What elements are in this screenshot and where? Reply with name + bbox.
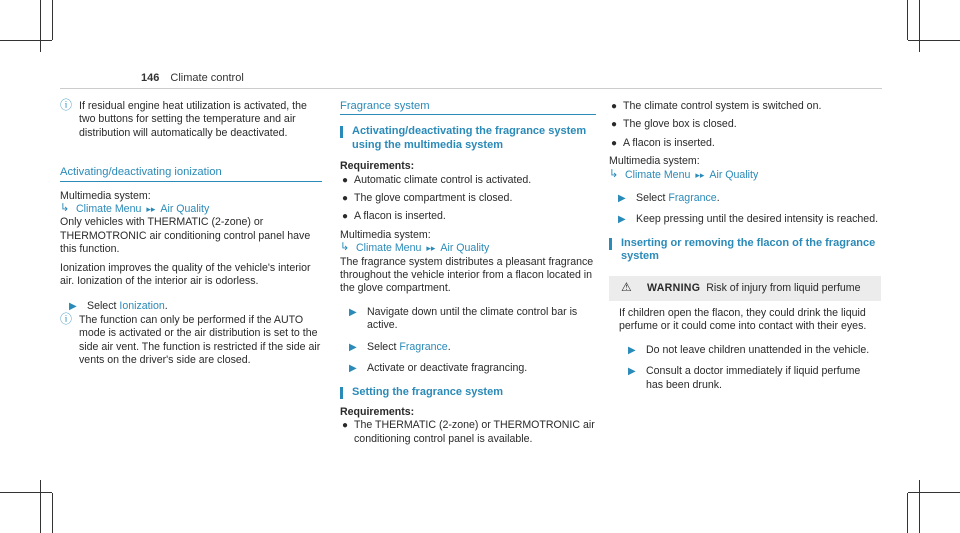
warning-triangle-icon: ⚠ bbox=[621, 279, 632, 294]
note-text: The function can only be performed if the AUTO mode is activated or the air distribution is set to the side air vent. The function is restricted if the side air vents on the driver's side are closed. bbox=[79, 313, 321, 367]
bullet-dot-icon: ● bbox=[342, 193, 349, 205]
ionization-link[interactable]: Ionization bbox=[119, 300, 165, 313]
double-chevron-icon: ▸▸ bbox=[426, 243, 436, 254]
path-air-quality[interactable]: Air Quality bbox=[709, 168, 759, 181]
step-text: Navigate down until the climate control bar is active. bbox=[367, 305, 578, 332]
column-2 bbox=[340, 100, 596, 446]
fragrance-link[interactable]: Fragrance bbox=[668, 192, 717, 205]
multimedia-label: Multimedia system: bbox=[340, 228, 431, 241]
arrow-triangle-icon: ▶ bbox=[349, 341, 357, 353]
info-circle-icon: ⓘ bbox=[60, 311, 73, 326]
heading-marker bbox=[340, 387, 343, 399]
step-suffix: . bbox=[447, 340, 451, 353]
instruction-step bbox=[340, 362, 596, 375]
info-circle-icon: ⓘ bbox=[60, 98, 73, 112]
column-1 bbox=[60, 100, 322, 368]
step-text: Do not leave children unattended in the vehicle. bbox=[646, 343, 870, 356]
multimedia-label: Multimedia system: bbox=[609, 155, 700, 168]
menu-path-arrow-icon: ↳ bbox=[609, 167, 619, 180]
instruction-step bbox=[60, 300, 322, 313]
list-text: The glove compartment is closed. bbox=[354, 192, 513, 205]
bullet-dot-icon: ● bbox=[342, 211, 349, 223]
list-text: The THERMATIC (2-zone) or THERMOTRONIC air conditioning control panel is available. bbox=[354, 419, 595, 445]
page-header bbox=[141, 72, 244, 84]
warning-label: WARNING bbox=[647, 281, 701, 294]
arrow-triangle-icon: ▶ bbox=[618, 193, 626, 205]
note-text: If residual engine heat utilization is activated, the two buttons for setting the temperature and air distribution will automatically be deactivated. bbox=[79, 100, 307, 139]
menu-path bbox=[60, 203, 322, 216]
instruction-step bbox=[340, 306, 596, 333]
instruction-step bbox=[619, 344, 873, 357]
list-item bbox=[340, 210, 596, 223]
menu-path bbox=[340, 242, 596, 255]
crop-mark bbox=[52, 493, 53, 533]
section-title: Climate control bbox=[170, 72, 244, 84]
step-text: Keep pressing until the desired intensity is reached. bbox=[636, 213, 879, 226]
step-suffix: . bbox=[164, 300, 168, 313]
step-text: Activate or deactivate fragrancing. bbox=[367, 362, 528, 375]
step-text: Select bbox=[87, 300, 117, 313]
menu-path bbox=[609, 169, 881, 182]
crop-mark bbox=[52, 0, 53, 40]
heading-marker bbox=[609, 238, 612, 250]
paragraph: Only vehicles with THERMATIC (2-zone) or THERMOTRONIC air conditioning control panel have this function. bbox=[60, 216, 311, 256]
arrow-triangle-icon: ▶ bbox=[349, 363, 357, 375]
warning-paragraph: If children open the flacon, they could drink the liquid perfume or it could come into contact with their eyes. bbox=[619, 307, 867, 333]
list-item bbox=[340, 174, 596, 187]
list-item bbox=[340, 192, 596, 205]
bullet-dot-icon: ● bbox=[611, 137, 618, 149]
crop-mark bbox=[40, 480, 41, 533]
list-text: Automatic climate control is activated. bbox=[354, 173, 532, 186]
path-climate-menu[interactable]: Climate Menu bbox=[76, 203, 142, 216]
crop-mark bbox=[919, 480, 920, 533]
crop-mark bbox=[908, 492, 960, 493]
list-text: The climate control system is switched on. bbox=[623, 100, 822, 112]
paragraph: The fragrance system distributes a pleasant fragrance throughout the vehicle interior from a flacon located in the glove compartment. bbox=[340, 255, 594, 295]
subhead-text: Inserting or removing the flacon of the fragrance system bbox=[621, 236, 876, 263]
list-item bbox=[340, 419, 596, 446]
list-item bbox=[609, 137, 881, 150]
info-note bbox=[60, 100, 322, 140]
menu-path-arrow-icon: ↳ bbox=[60, 202, 70, 215]
page-number: 146 bbox=[141, 72, 160, 84]
subsection-heading bbox=[340, 125, 596, 152]
requirements-label: Requirements: bbox=[340, 405, 415, 418]
requirements-label: Requirements: bbox=[340, 160, 415, 173]
menu-path-arrow-icon: ↳ bbox=[340, 241, 350, 254]
step-text: Consult a doctor immediately if liquid perfume has been drunk. bbox=[646, 365, 861, 391]
crop-mark bbox=[907, 493, 908, 533]
subhead-text: Activating/deactivating the fragrance system using the multimedia system bbox=[352, 125, 587, 151]
arrow-triangle-icon: ▶ bbox=[628, 366, 636, 378]
instruction-step bbox=[340, 341, 596, 354]
fragrance-link[interactable]: Fragrance bbox=[399, 340, 448, 353]
step-suffix: . bbox=[716, 192, 720, 205]
heading-marker bbox=[340, 126, 343, 138]
multimedia-label: Multimedia system: bbox=[60, 189, 151, 202]
paragraph: Ionization improves the quality of the vehicle's interior air. Ionization of the interior air is odorless. bbox=[60, 261, 311, 288]
path-climate-menu[interactable]: Climate Menu bbox=[625, 168, 691, 181]
bullet-dot-icon: ● bbox=[342, 420, 349, 432]
column-3 bbox=[609, 100, 881, 398]
subsection-heading bbox=[609, 237, 881, 264]
subsection-heading bbox=[340, 386, 596, 399]
crop-mark bbox=[919, 0, 920, 52]
warning-box bbox=[609, 276, 881, 301]
list-text: The glove box is closed. bbox=[623, 118, 737, 131]
list-text: A flacon is inserted. bbox=[354, 210, 446, 223]
step-text: Select bbox=[367, 340, 397, 353]
crop-mark bbox=[0, 492, 52, 493]
crop-mark bbox=[40, 0, 41, 52]
arrow-triangle-icon: ▶ bbox=[349, 306, 357, 318]
arrow-triangle-icon: ▶ bbox=[69, 301, 77, 313]
section-heading: Activating/deactivating ionization bbox=[60, 166, 322, 181]
instruction-step bbox=[619, 365, 873, 392]
bullet-dot-icon: ● bbox=[611, 119, 618, 131]
crop-mark bbox=[907, 0, 908, 40]
path-air-quality[interactable]: Air Quality bbox=[160, 203, 210, 216]
warning-text: Risk of injury from liquid perfume bbox=[706, 281, 861, 294]
path-air-quality[interactable]: Air Quality bbox=[440, 242, 490, 255]
subhead-text: Setting the fragrance system bbox=[352, 385, 503, 398]
list-item bbox=[609, 118, 881, 131]
section-heading: Fragrance system bbox=[340, 100, 596, 115]
warning-body bbox=[609, 301, 881, 398]
bullet-dot-icon: ● bbox=[611, 101, 618, 112]
instruction-step bbox=[609, 213, 881, 226]
header-divider bbox=[60, 88, 882, 89]
double-chevron-icon: ▸▸ bbox=[146, 204, 156, 215]
crop-mark bbox=[908, 40, 960, 41]
arrow-triangle-icon: ▶ bbox=[618, 214, 626, 226]
list-item bbox=[609, 100, 881, 113]
bullet-dot-icon: ● bbox=[342, 174, 349, 186]
warning-heading bbox=[619, 279, 873, 295]
double-chevron-icon: ▸▸ bbox=[695, 169, 705, 180]
path-climate-menu[interactable]: Climate Menu bbox=[356, 242, 422, 255]
list-text: A flacon is inserted. bbox=[623, 136, 715, 149]
instruction-step bbox=[609, 192, 881, 205]
arrow-triangle-icon: ▶ bbox=[628, 344, 636, 356]
step-text: Select bbox=[636, 192, 666, 205]
info-note bbox=[60, 311, 322, 368]
crop-mark bbox=[0, 40, 52, 41]
